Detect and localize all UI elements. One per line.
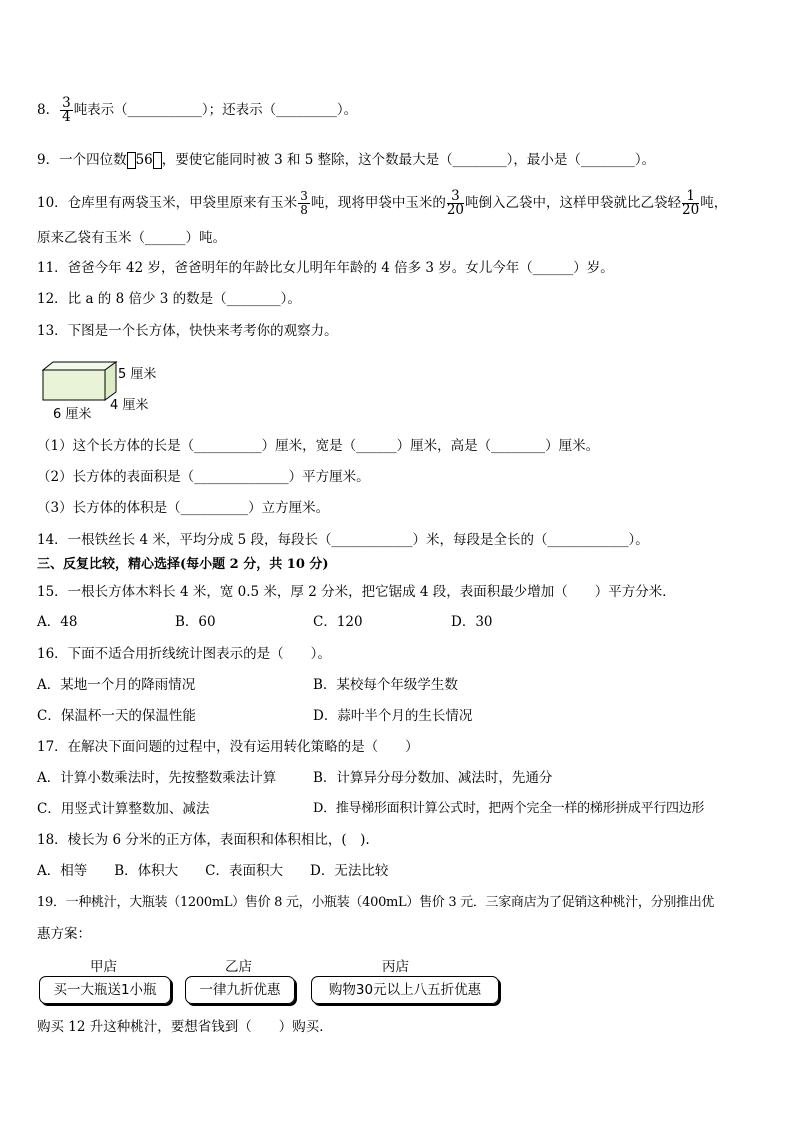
question-16: 16．下面不适合用折线统计图表示的是（ ）。 [37,646,331,662]
store-a-name: 甲店 [90,959,117,975]
q16-option-a: A．某地一个月的降雨情况 [37,677,196,693]
question-10: 10．仓库里有两袋玉米，甲袋里原来有玉米 $\frac{3}{8}$ 吨，现将甲袋中玉米的 $\frac{3}{20}$ 吨倒入乙袋中，这样甲袋就比乙袋轻 $\frac{1}{20}$ 吨， [37,188,728,218]
fraction-1-20: $\frac{1}{20}$ [682,188,700,218]
q17-option-c: C．用竖式计算整数加、减法 [37,801,210,817]
question-8: 8． $\frac{3}{4}$ 吨表示（___________）；还表示（_________）。 [37,95,358,125]
question-12: 12．比 a 的 8 倍少 3 的数是（________）。 [37,291,301,307]
q17-option-b: B．计算异分母分数加、减法时，先通分 [313,770,553,786]
q16-option-d: D．蒜叶半个月的生长情况 [313,708,473,724]
fraction-3-8: $\frac{3}{8}$ [300,189,308,217]
question-14: 14．一根铁丝长 4 米，平均分成 5 段，每段长（____________）米，每段是全长的（____________）。 [37,532,649,548]
q17-option-a: A．计算小数乘法时，先按整数乘法计算 [37,770,277,786]
q16-option-b: B．某校每个年级学生数 [313,677,458,693]
question-13-2: （2）长方体的表面积是（______________）平方厘米。 [37,469,370,485]
question-15: 15．一根长方体木料长 4 米，宽 0.5 米，厚 2 分米，把它锯成 4 段，表面积最少增加（ ）平方分米． [37,584,676,600]
question-11: 11．爸爸今年 42 岁，爸爸明年的年龄比女儿明年年龄的 4 倍多 3 岁。女儿今年（______）岁。 [37,260,614,276]
question-13: 13．下图是一个长方体，快快来考考你的观察力。 [37,323,338,339]
cuboid-figure [40,360,120,404]
q15-option-d: D．30 [451,614,493,630]
question-18: 18．棱长为 6 分米的正方体，表面积和体积相比，( ). [37,832,370,848]
question-13-1: （1）这个长方体的长是（__________）厘米，宽是（______）厘米，高是（________）厘米。 [37,438,600,454]
fraction-3-4: $\frac{3}{4}$ [62,95,71,125]
store-a-offer: 买一大瓶送1小瓶 [39,976,171,1004]
q18-options: A．相等 B．体积大 C．表面积大 D．无法比较 [37,863,389,879]
q17-option-d: D．推导梯形面积计算公式时，把两个完全一样的梯形拼成平行四边形 [313,801,705,816]
q16-option-c: C．保温杯一天的保温性能 [37,708,196,724]
question-10-line2: 原来乙袋有玉米（______）吨。 [37,230,226,246]
label-length: 6 厘米 [53,407,92,422]
question-19: 19．一种桃汁，大瓶装（1200mL）售价 8 元，小瓶装（400mL）售价 3 元．三家商店为了促销这种桃汁，分别推出优 [37,895,715,910]
fraction-3-20: $\frac{3}{20}$ [446,188,465,218]
store-c-offer: 购物30元以上八五折优惠 [311,976,499,1004]
label-width: 4 厘米 [110,398,149,413]
question-17: 17．在解决下面问题的过程中，没有运用转化策略的是（ ） [37,739,419,755]
q15-option-b: B．60 [175,614,216,630]
question-19-line2: 惠方案： [37,926,91,942]
question-9: 9．一个四位数 56 ，要使它能同时被 3 和 5 整除，这个数最大是（________），最小是（________）。 [37,152,656,168]
question-19-ask: 购买 12 升这种桃汁，要想省钱到（ ）购买． [37,1019,333,1035]
section-3-heading: 三、反复比较，精心选择(每小题 2 分，共 10 分) [37,557,329,572]
store-b-offer: 一律九折优惠 [185,976,295,1004]
blank-digit-box [127,152,136,169]
blank-digit-box [153,152,162,169]
label-height: 5 厘米 [118,367,157,382]
q15-option-c: C．120 [313,614,363,630]
question-13-3: （3）长方体的体积是（__________）立方厘米。 [37,500,330,516]
store-c-name: 丙店 [382,959,409,975]
q15-option-a: A．48 [37,614,78,630]
store-b-name: 乙店 [225,959,252,975]
